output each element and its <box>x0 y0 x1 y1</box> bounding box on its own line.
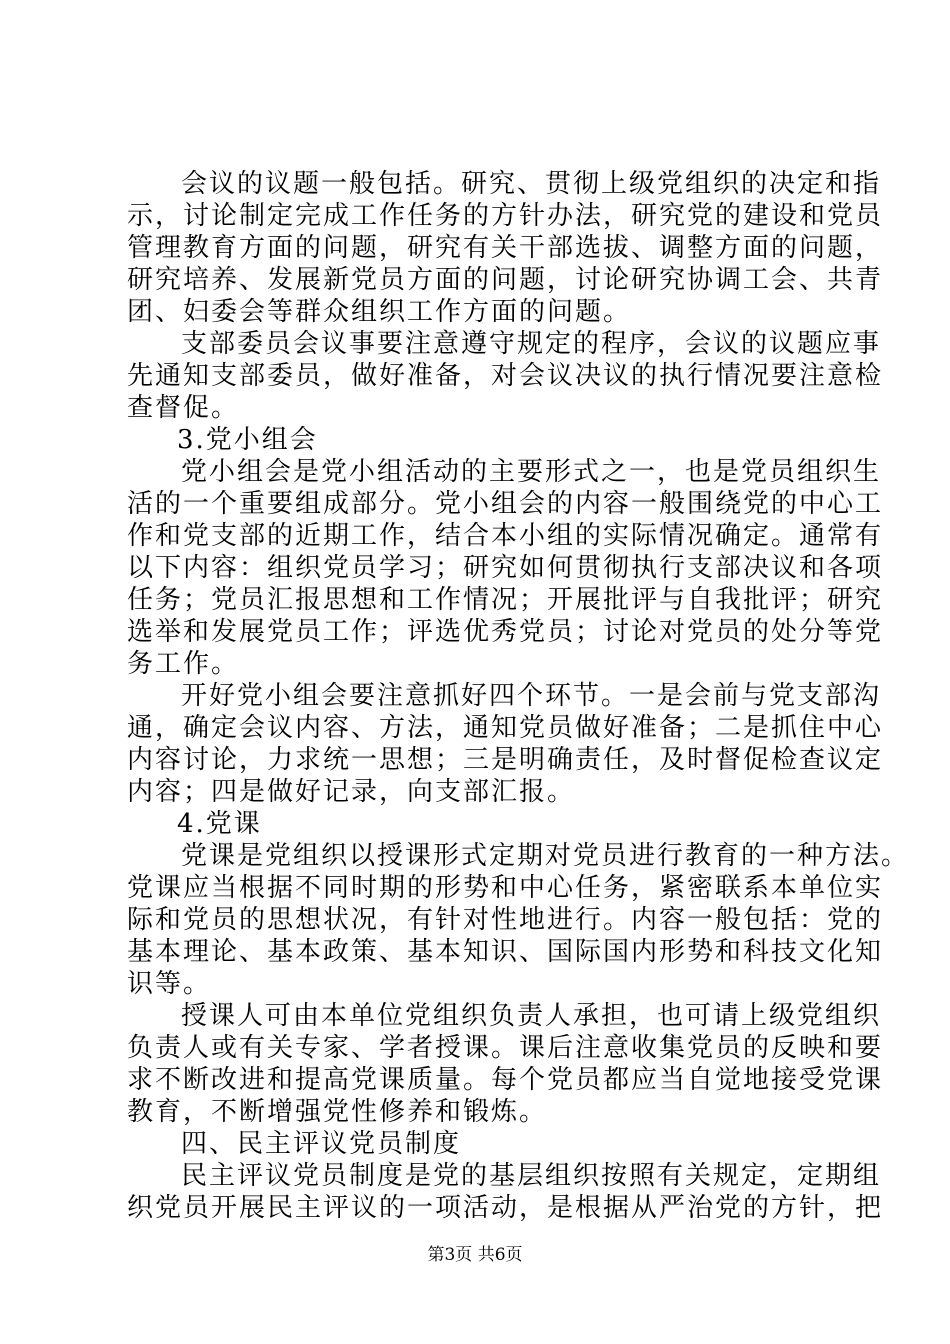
text-line <box>0 968 950 1000</box>
text-line <box>0 776 950 808</box>
heading-text: 四、民主评议党员制度 <box>181 1129 462 1159</box>
line-text: 授课人可由本单位党组织负责人承担，也可请上级党组织 <box>181 1001 882 1031</box>
text-line <box>0 680 950 712</box>
text-line <box>0 488 950 520</box>
text-line <box>0 328 950 360</box>
line-text: 团、妇委会等群众组织工作方面的问题。 <box>127 297 632 327</box>
text-line <box>0 1064 950 1096</box>
text-line <box>0 744 950 776</box>
text-line <box>0 520 950 552</box>
line-text: 党课应当根据不同时期的形势和中心任务，紧密联系本单位实 <box>127 873 884 903</box>
text-line <box>0 1192 950 1224</box>
text-line <box>0 456 950 488</box>
line-text: 会议的议题一般包括。研究、贯彻上级党组织的决定和指 <box>181 169 882 199</box>
text-line <box>0 712 950 744</box>
line-text: 管理教育方面的问题，研究有关干部选拔、调整方面的问题， <box>127 233 884 263</box>
text-line <box>0 392 950 424</box>
line-text: 作和党支部的近期工作，结合本小组的实际情况确定。通常有 <box>127 521 884 551</box>
text-line <box>0 840 950 872</box>
line-text: 际和党员的思想状况，有针对性地进行。内容一般包括：党的 <box>127 905 884 935</box>
line-text: 内容；四是做好记录，向支部汇报。 <box>127 777 576 807</box>
text-line <box>0 1000 950 1032</box>
line-text: 识等。 <box>127 969 212 999</box>
line-text: 支部委员会议事要注意遵守规定的程序，会议的议题应事 <box>181 329 882 359</box>
line-text: 查督促。 <box>127 393 240 423</box>
text-line <box>0 200 950 232</box>
line-text: 民主评议党员制度是党的基层组织按照有关规定，定期组 <box>181 1161 882 1191</box>
line-text: 选举和发展党员工作；评选优秀党员；讨论对党员的处分等党 <box>127 617 884 647</box>
section-heading <box>0 808 950 840</box>
line-text: 任务；党员汇报思想和工作情况；开展批评与自我批评；研究 <box>127 585 884 615</box>
text-line <box>0 1032 950 1064</box>
text-line <box>0 296 950 328</box>
line-text: 通，确定会议内容、方法，通知党员做好准备；二是抓住中心 <box>127 713 884 743</box>
line-text: 教育，不断增强党性修养和锻炼。 <box>127 1097 548 1127</box>
text-line <box>0 904 950 936</box>
line-text: 开好党小组会要注意抓好四个环节。一是会前与党支部沟 <box>181 681 882 711</box>
line-text: 先通知支部委员，做好准备，对会议决议的执行情况要注意检 <box>127 361 884 391</box>
line-text: 织党员开展民主评议的一项活动，是根据从严治党的方针，把 <box>127 1193 884 1223</box>
text-line <box>0 872 950 904</box>
text-line <box>0 232 950 264</box>
text-line <box>0 936 950 968</box>
line-text: 党课是党组织以授课形式定期对党员进行教育的一种方法。 <box>181 841 910 871</box>
text-line <box>0 648 950 680</box>
section-heading <box>0 424 950 456</box>
text-line <box>0 1160 950 1192</box>
line-text: 内容讨论，力求统一思想；三是明确责任，及时督促检查议定 <box>127 745 884 775</box>
line-text: 活的一个重要组成部分。党小组会的内容一般围绕党的中心工 <box>127 489 884 519</box>
text-line <box>0 264 950 296</box>
section-heading <box>0 1128 950 1160</box>
text-line <box>0 552 950 584</box>
line-text: 研究培养、发展新党员方面的问题，讨论研究协调工会、共青 <box>127 265 884 295</box>
heading-text: 4.党课 <box>177 809 262 839</box>
text-line <box>0 1096 950 1128</box>
text-line <box>0 584 950 616</box>
text-line <box>0 168 950 200</box>
line-text: 以下内容：组织党员学习；研究如何贯彻执行支部决议和各项 <box>127 553 884 583</box>
line-text: 示，讨论制定完成工作任务的方针办法，研究党的建设和党员 <box>127 201 884 231</box>
text-line <box>0 360 950 392</box>
heading-text: 3.党小组会 <box>177 425 318 455</box>
text-line <box>0 616 950 648</box>
page-number-footer: 第3页 共6页 <box>427 1245 523 1265</box>
line-text: 务工作。 <box>127 649 240 679</box>
line-text: 求不断改进和提高党课质量。每个党员都应当自觉地接受党课 <box>127 1065 884 1095</box>
line-text: 负责人或有关专家、学者授课。课后注意收集党员的反映和要 <box>127 1033 884 1063</box>
line-text: 党小组会是党小组活动的主要形式之一，也是党员组织生 <box>181 457 882 487</box>
line-text: 基本理论、基本政策、基本知识、国际国内形势和科技文化知 <box>127 937 884 967</box>
